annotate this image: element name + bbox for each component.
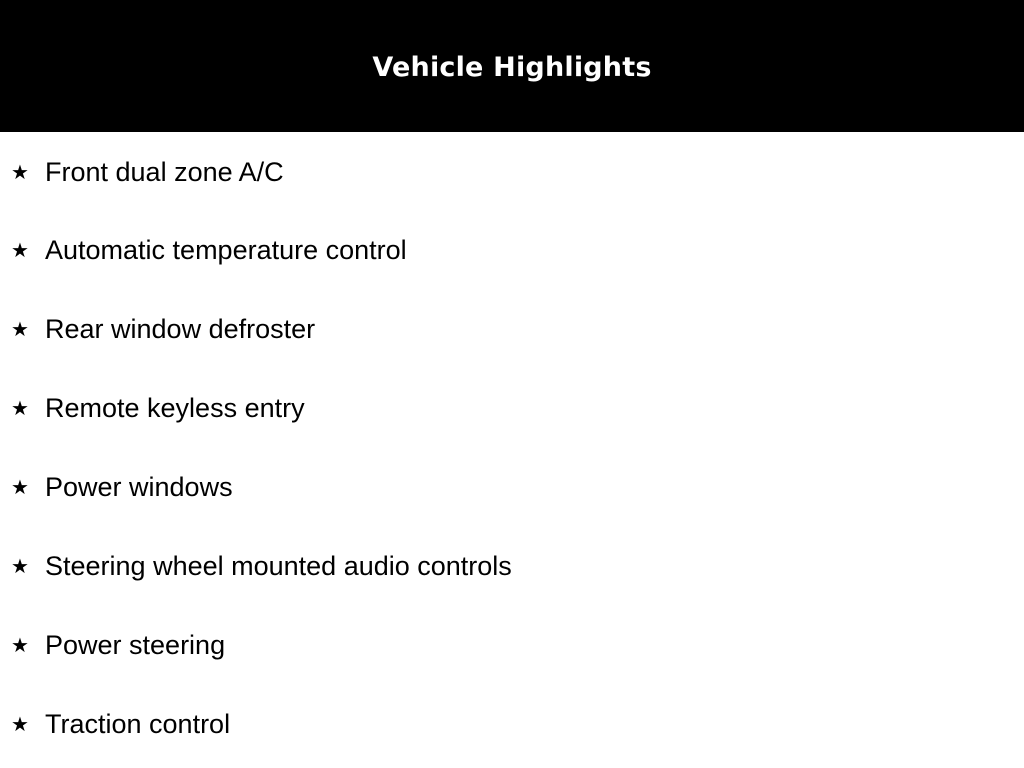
page-title: Vehicle Highlights <box>372 52 652 83</box>
header-bar <box>0 0 1024 132</box>
highlights-section <box>0 132 1024 764</box>
highlights-list <box>0 132 1024 764</box>
list-item <box>0 448 1024 527</box>
highlight-label: Steering wheel mounted audio controls <box>45 551 512 581</box>
star-icon: ★ <box>11 712 29 736</box>
list-item <box>0 290 1024 369</box>
list-item <box>0 211 1024 290</box>
star-icon: ★ <box>11 633 29 657</box>
highlight-label: Rear window defroster <box>45 314 316 344</box>
star-icon: ★ <box>11 554 29 578</box>
star-icon: ★ <box>11 396 29 420</box>
list-item <box>0 132 1024 211</box>
highlight-label: Power steering <box>45 630 226 660</box>
star-icon: ★ <box>11 317 29 341</box>
highlight-label: Front dual zone A/C <box>45 157 284 187</box>
highlight-label: Automatic temperature control <box>45 235 407 265</box>
list-item <box>0 685 1024 764</box>
highlight-label: Traction control <box>45 709 231 739</box>
highlight-label: Power windows <box>45 472 233 502</box>
list-item <box>0 369 1024 448</box>
list-item <box>0 606 1024 685</box>
star-icon: ★ <box>11 238 29 262</box>
star-icon: ★ <box>11 475 29 499</box>
highlight-label: Remote keyless entry <box>45 393 305 423</box>
star-icon: ★ <box>11 160 29 184</box>
list-item <box>0 527 1024 606</box>
